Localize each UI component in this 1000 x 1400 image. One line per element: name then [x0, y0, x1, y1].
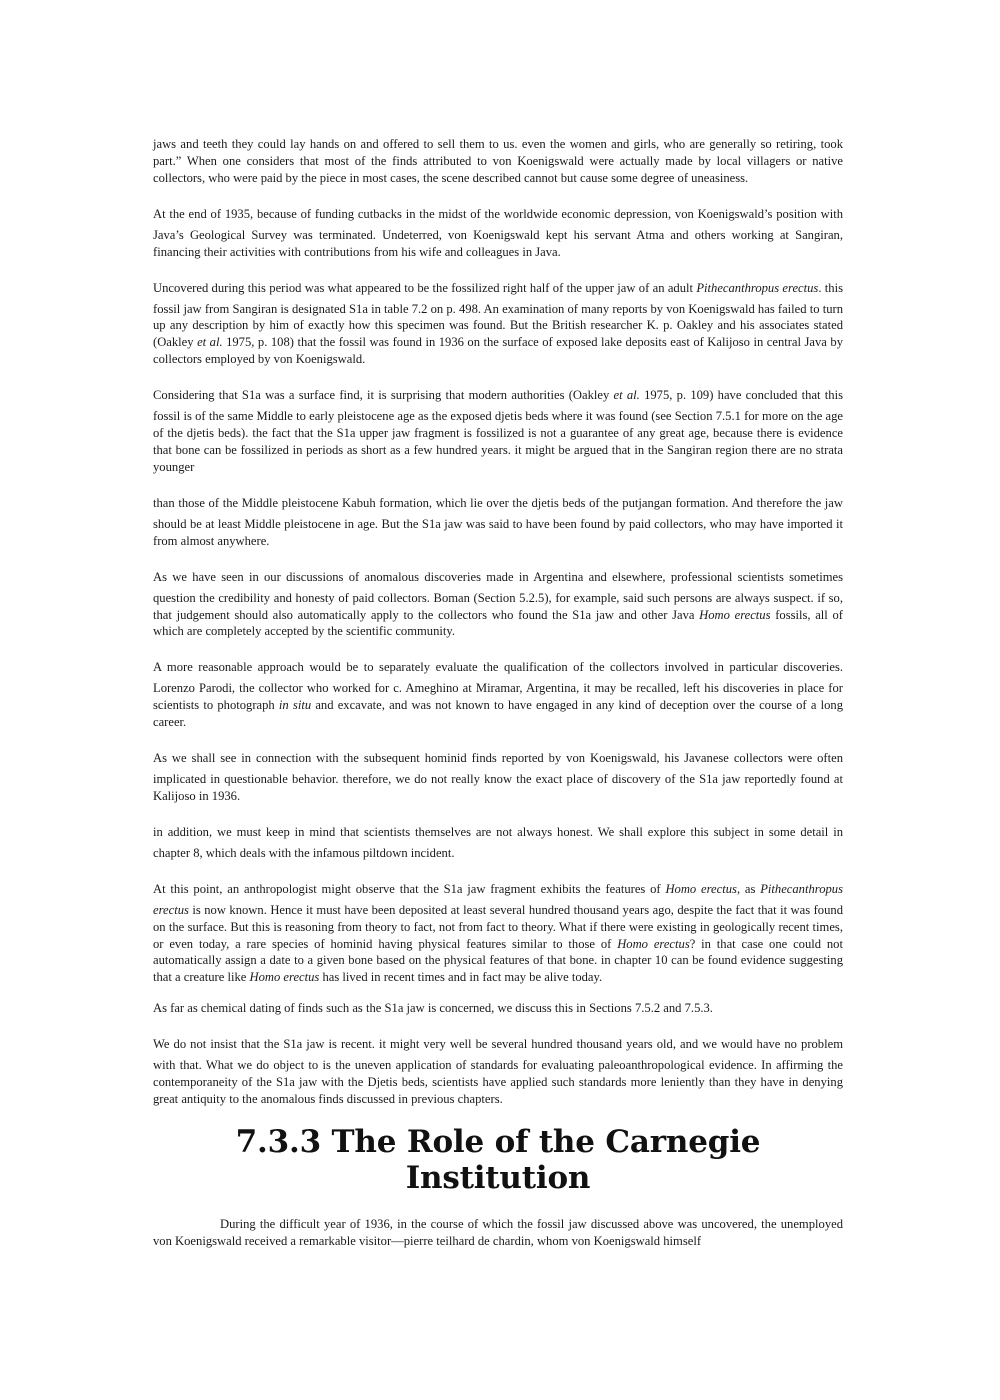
- text-run: than those of the Middle pleistocene Kabuh formation, which lie over the djetis beds of the putjangan formation. And therefore the jaw should be at least Middle pleistocene in age. But the S1a jaw was said to have been found by paid collectors, who may have imported it from almost anywhere.: [153, 495, 843, 548]
- text-run: jaws and teeth they could lay hands on and offered to sell them to us. even the women and girls, who are generally so retiring, took part.” When one considers that most of the finds attributed to von Koenigswald were actually made by local villagers or native collectors, who were paid by the piece in most cases, the scene described cannot but cause some degree of uneasiness.: [153, 137, 843, 185]
- paragraph: [153, 1031, 843, 1108]
- paragraph: [153, 1000, 843, 1017]
- section-heading: 7.3.3 The Role of the Carnegie Institution: [235, 1123, 761, 1196]
- body-text: [153, 136, 843, 1264]
- text-run: As far as chemical dating of finds such as the S1a jaw is concerned, we discuss this in Sections 7.5.2 and 7.5.3.: [153, 1001, 713, 1016]
- text-run: and excavate, and was not known to have engaged in any kind of deception over the course of a long career.: [153, 698, 844, 730]
- italic-text: et al.: [197, 335, 223, 350]
- paragraph: [153, 382, 843, 476]
- italic-text: Homo erectus: [665, 881, 737, 896]
- text-run: Considering that S1a was a surface find, it is surprising that modern authorities (Oakley: [153, 388, 614, 403]
- paragraph: [153, 876, 843, 987]
- text-run: fossils, all of which are completely accepted by the scientific community.: [153, 607, 843, 639]
- paragraph: [153, 201, 843, 261]
- italic-text: Homo erectus: [699, 607, 771, 622]
- text-run: At this point, an anthropologist might observe that the S1a jaw fragment exhibits the features of: [153, 881, 666, 896]
- closing-paragraph: During the difficult year of 1936, in the course of which the fossil jaw discussed above was uncovered, the unemployed von Koenigswald received a remarkable visitor—pierre teilhard de chardin, whom von Koenigswald himself: [153, 1216, 843, 1248]
- paragraph: [153, 654, 843, 731]
- text-run: is now known. Hence it must have been deposited at least several hundred thousand years ago, despite the fact that it was found on the surface. But this is reasoning from theory to fact, not from fact to theory. What if there were existing in geologically recent times, or even today, a rare species of hominid having physical features similar to those of: [153, 902, 843, 951]
- italic-text: et al.: [613, 388, 640, 403]
- text-run: has lived in recent times and in fact may be alive today.: [319, 970, 603, 985]
- italic-text: Pithecanthropus erectus: [153, 881, 843, 917]
- italic-text: Pithecanthropus erectus: [696, 280, 819, 295]
- text-run: A more reasonable approach would be to separately evaluate the qualification of the collectors involved in particular discoveries. Lorenzo Parodi, the collector who worked for c. Ameghino at Miramar, Argentina, it may be recalled, left his discoveries in place for scientists to photograph: [153, 660, 843, 713]
- italic-text: Homo erectus: [249, 970, 320, 985]
- paragraph: [153, 564, 843, 641]
- text-run: 1975, p. 109) have concluded that this fossil is of the same Middle to early pleistocene age as the exposed djetis beds where it was found (see Section 7.5.1 for more on the age of the djetis beds). the fact that the S1a upper jaw fragment is fossilized is not a guarantee of any great age, because there is evidence that bone can be fossilized in periods as short as a few hundred years. it might be argued that in the Sangiran region there are no strata younger: [153, 388, 843, 474]
- text-run: in addition, we must keep in mind that scientists themselves are not always honest. We shall explore this subject in some detail in chapter 8, which deals with the infamous piltdown incident.: [153, 824, 843, 860]
- text-run: Uncovered during this period was what appeared to be the fossilized right half of the upper jaw of an adult: [153, 280, 697, 295]
- paragraph: [153, 136, 843, 187]
- italic-text: Homo erectus: [617, 936, 690, 951]
- text-run: , as: [736, 881, 761, 896]
- text-run: At the end of 1935, because of funding cutbacks in the midst of the worldwide economic depression, von Koenigswald’s position with Java’s Geological Survey was terminated. Undeterred, von Koenigswald kept his servant Atma and others working at Sangiran, financing their activities with contributions from his wife and colleagues in Java.: [153, 206, 843, 259]
- text-run: We do not insist that the S1a jaw is recent. it might very well be several hundred thousand years old, and we would have no problem with that. What we do object to is the uneven application of standards for evaluating paleoanthropological evidence. In affirming the contemporaneity of the S1a jaw with the Djetis beds, scientists have applied such standards more leniently than they have in denying great antiquity to the anomalous finds discussed in previous chapters.: [153, 1037, 843, 1106]
- paragraph: [153, 490, 843, 550]
- italic-text: in situ: [278, 698, 312, 713]
- paragraph: [153, 745, 843, 805]
- text-run: ? in that case one could not automatically assign a date to a given bone based on the physical features of that bone. in chapter 10 can be found evidence suggesting that a creature like: [153, 936, 843, 985]
- text-run: . this fossil jaw from Sangiran is designated S1a in table 7.2 on p. 498. An examination of many reports by von Koenigswald has failed to turn up any description by him of exactly how this specimen was found. But the British researcher K. p. Oakley and his associates stated (Oakley: [153, 280, 843, 350]
- paragraph: [153, 275, 843, 369]
- text-run: 1975, p. 108) that the fossil was found in 1936 on the surface of exposed lake deposits east of Kalijoso in central Java by collectors employed by von Koenigswald.: [153, 335, 843, 367]
- paragraph: [153, 819, 843, 862]
- text-run: As we shall see in connection with the subsequent hominid finds reported by von Koenigswald, his Javanese collectors were often implicated in questionable behavior. therefore, we do not really know the exact place of discovery of the S1a jaw reportedly found at Kalijoso in 1936.: [153, 751, 843, 803]
- text-run: As we have seen in our discussions of anomalous discoveries made in Argentina and elsewhere, professional scientists sometimes question the credibility and honesty of paid collectors. Boman (Section 5.2.5), for example, said such persons are always suspect. if so, that judgement should also automatically apply to the collectors who found the S1a jaw and other Java: [153, 569, 843, 622]
